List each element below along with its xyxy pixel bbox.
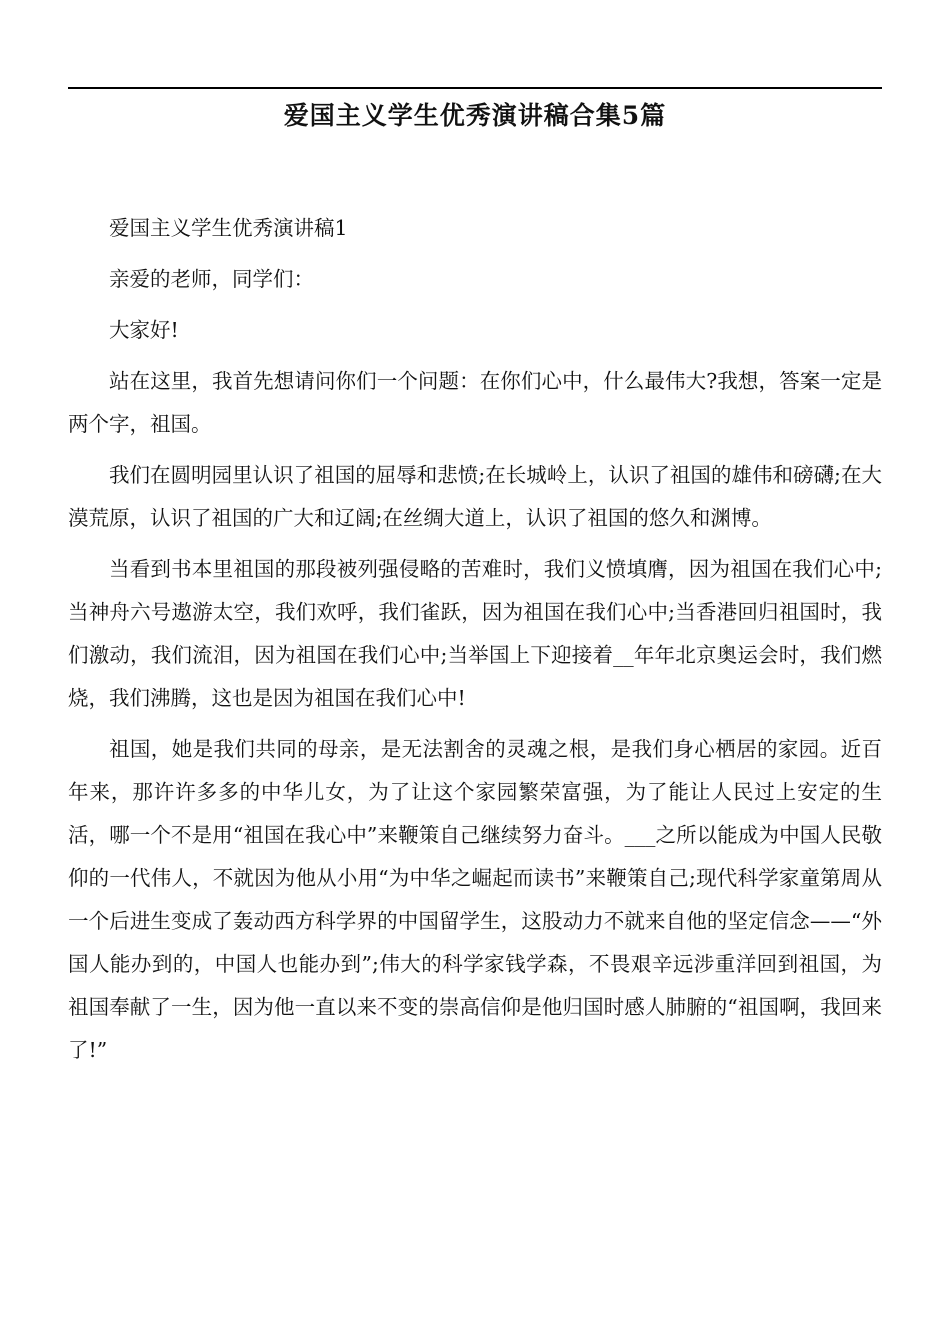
body-paragraph: 当看到书本里祖国的那段被列强侵略的苦难时，我们义愤填膺，因为祖国在我们心中;当神舟六号遨游太空，我们欢呼，我们雀跃，因为祖国在我们心中;当香港回归祖国时，我们激动，我们流泪，因为祖国在我们心中;当举国上下迎接着__年年北京奥运会时，我们燃烧，我们沸腾，这也是因为祖国在我们心中!	[68, 557, 882, 710]
body-paragraph: 祖国，她是我们共同的母亲，是无法割舍的灵魂之根，是我们身心栖居的家园。近百年来，那许许多多的中华儿女，为了让这个家园繁荣富强，为了能让人民过上安定的生活，哪一个不是用“祖国在我心中”来鞭策自己继续努力奋斗。___之所以能成为中国人民敬仰的一代伟人，不就因为他从小用“为中华之崛起而读书”来鞭策自己;现代科学家童第周从一个后进生变成了轰动西方科学界的中国留学生，这股动力不就来自他的坚定信念——“外国人能办到的，中国人也能办到”;伟大的科学家钱学森，不畏艰辛远涉重洋回到祖国，为祖国奉献了一生，因为他一直以来不变的崇高信仰是他归国时感人肺腑的“祖国啊，我回来了!”	[68, 737, 882, 1062]
section-heading: 爱国主义学生优秀演讲稿1	[109, 216, 348, 240]
document-title: 爱国主义学生优秀演讲稿合集5篇	[283, 101, 667, 130]
greeting: 大家好!	[109, 318, 179, 342]
body-paragraph: 我们在圆明园里认识了祖国的屈辱和悲愤;在长城岭上，认识了祖国的雄伟和磅礴;在大漠荒原，认识了祖国的广大和辽阔;在丝绸大道上，认识了祖国的悠久和渊博。	[68, 463, 882, 530]
document-body	[68, 207, 882, 1080]
header-rule	[68, 87, 882, 89]
salutation: 亲爱的老师，同学们：	[109, 267, 314, 291]
body-paragraph: 站在这里，我首先想请问你们一个问题：在你们心中，什么最伟大?我想，答案一定是两个字，祖国。	[68, 369, 882, 436]
